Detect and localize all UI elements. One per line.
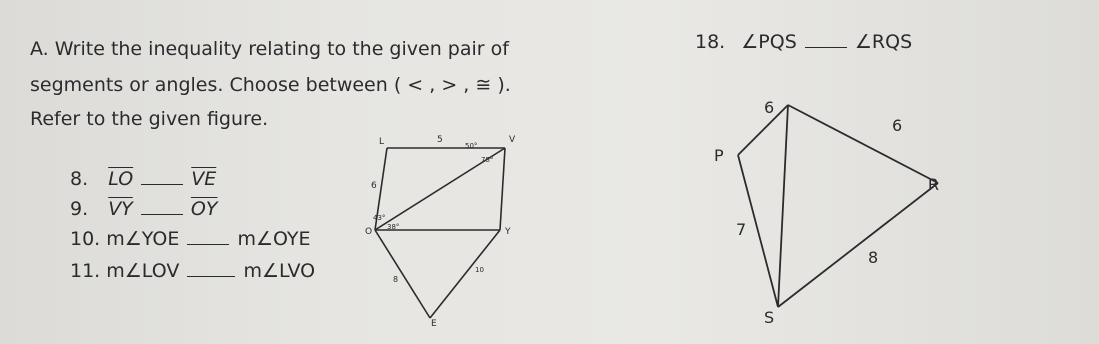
item-number: 18. [695,31,726,53]
answer-blank[interactable] [187,262,235,277]
edge-label-qr: 6 [892,116,903,135]
instruction-line-2: segments or angles. Choose between ( < , > , ≅ ). [30,74,511,96]
edge-label-bottom-right: 10 [475,266,484,274]
segment-right: $\overline{OY}$ [190,198,218,220]
edge-label-top: 5 [437,135,443,145]
segment-qs [778,105,788,307]
angle-label-75: 75° [481,156,494,164]
item-10 [70,228,311,250]
angle-right: m∠OYE [237,228,311,250]
angle-label-38: 38° [387,223,400,231]
instruction-line-1: A. Write the inequality relating to the given pair of [30,38,509,60]
label-l: L [379,137,385,147]
label-r: R [927,175,939,194]
figure-right-diagram [700,95,940,335]
item-18 [695,31,912,53]
item-9 [70,198,217,220]
answer-blank[interactable] [187,230,229,245]
segment-oe [375,230,430,318]
angle-label-43: 43° [373,214,386,222]
edge-label-pq: 6 [764,98,775,117]
angle-label-50: 50° [465,142,478,150]
item-number: 8. [70,168,89,190]
segment-pq [738,105,788,155]
segment-left: $\overline{VY}$ [108,198,133,220]
angle-right: ∠RQS [854,31,913,53]
item-number: 10. [70,228,101,250]
segment-right: $\overline{VE}$ [191,168,217,190]
instruction-line-3: Refer to the given figure. [30,108,269,130]
segment-ye [430,230,500,318]
angle-left: ∠PQS [741,31,797,53]
label-y: Y [505,227,511,237]
item-8 [70,168,216,190]
label-v: V [509,135,516,145]
label-p: P [714,146,724,165]
answer-blank[interactable] [805,33,847,48]
label-o: O [365,227,373,237]
edge-label-rs: 8 [868,248,879,267]
edge-label-ps: 7 [736,220,747,239]
item-number: 11. [70,260,101,282]
item-11 [70,260,315,282]
item-number: 9. [70,198,89,220]
label-e: E [431,319,437,329]
answer-blank[interactable] [141,170,183,185]
answer-blank[interactable] [141,200,183,215]
segment-vy [500,148,505,230]
edge-label-bottom-left: 8 [393,275,399,284]
figure-left-diagram [365,130,545,330]
segment-left: $\overline{LO}$ [108,168,134,190]
angle-left: m∠LOV [106,260,180,282]
segment-qr [788,105,938,183]
segment-rs [778,183,938,307]
edge-label-left: 6 [371,181,377,191]
angle-left: m∠YOE [106,228,180,250]
label-s: S [764,308,775,327]
angle-right: m∠LVO [243,260,316,282]
